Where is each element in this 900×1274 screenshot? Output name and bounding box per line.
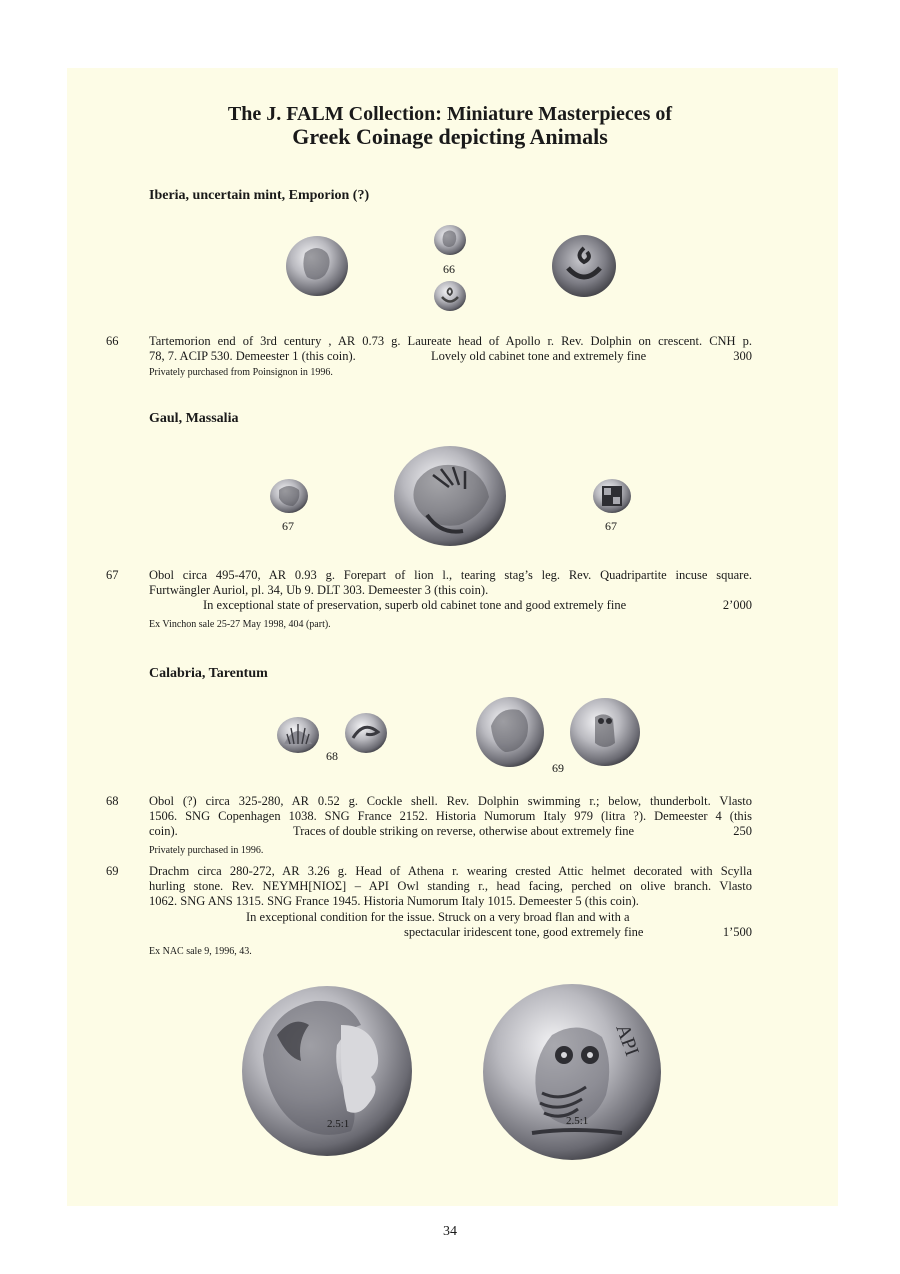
coin-label-66: 66 [443, 262, 455, 276]
lot-price: 1’500 [722, 924, 752, 939]
coin-label-69: 69 [552, 761, 564, 775]
enlargement-label-right: 2.5:1 [566, 1115, 589, 1127]
lot-text-line: Drachm circa 280-272, AR 3.26 g. Head of Athena r. wearing crested Attic helmet decorated with Scylla [149, 864, 752, 878]
lot-provenance: Ex NAC sale 9, 1996, 43. [149, 946, 252, 957]
page-title-line1: The J. FALM Collection: Miniature Masterpieces of [227, 103, 673, 125]
lot-description [149, 334, 752, 364]
section-heading-gaul: Gaul, Massalia [149, 411, 239, 426]
page-number: 34 [443, 1224, 457, 1239]
lot-description [149, 864, 752, 940]
lot-provenance: Privately purchased from Poinsignon in 1996. [149, 367, 333, 378]
lot-text-line: hurling stone. Rev. ΝΕΥΜΗ[ΝΙΟΣ] – ΑΡΙ Owl standing r., head facing, perched on olive branch. Vlasto [149, 879, 752, 894]
lot-grade: Lovely old cabinet tone and extremely fine [431, 349, 647, 364]
lot-grade: spectacular iridescent tone, good extremely fine [404, 924, 644, 939]
lot-number: 69 [106, 864, 119, 878]
lot-provenance: Privately purchased in 1996. [149, 845, 264, 856]
page-title-line2: Greek Coinage depicting Animals [292, 124, 608, 149]
coin-66-reverse-image [551, 234, 617, 298]
lot-number: 66 [106, 334, 119, 348]
lot-text-line: 78, 7. ACIP 530. Demeester 1 (this coin). [149, 349, 356, 364]
lot-grade: In exceptional condition for the issue. Struck on a very broad flan and with a [246, 909, 630, 924]
coin-label-67-right: 67 [605, 519, 617, 533]
coin-66-obverse-image [285, 235, 349, 297]
lot-text-line: Obol circa 495-470, AR 0.93 g. Forepart of lion l., tearing stag’s leg. Rev. Quadripartite incuse square. [149, 568, 752, 582]
lot-text-line: Furtwängler Auriol, pl. 34, Ub 9. DLT 303. Demeester 3 (this coin). [149, 583, 489, 598]
coin-67-obverse-large-image [393, 445, 507, 547]
lot-text-line: 1506. SNG Copenhagen 1038. SNG France 2152. Historia Numorum Italy 979 (litra ?). Demeester 4 (this [149, 809, 752, 824]
lot-number: 68 [106, 794, 119, 808]
coin-69-reverse-small-image [569, 697, 641, 767]
coin-67-obverse-small-image [269, 478, 309, 514]
lot-text-line: Obol (?) circa 325-280, AR 0.52 g. Cockle shell. Rev. Dolphin swimming r.; below, thunderbolt. Vlasto [149, 794, 752, 808]
lot-description [149, 568, 752, 614]
section-heading-calabria: Calabria, Tarentum [149, 666, 268, 681]
lot-text-line: 1062. SNG ANS 1315. SNG France 1945. Historia Numorum Italy 1015. Demeester 5 (this coin). [149, 894, 639, 909]
coin-legend-api: ΑΡΙ [611, 1021, 643, 1060]
coin-69-reverse-enlarged-image [482, 983, 662, 1161]
section-heading-iberia: Iberia, uncertain mint, Emporion (?) [149, 188, 370, 203]
coin-69-obverse-enlarged-image [241, 985, 413, 1157]
coin-67-reverse-small-image [592, 478, 632, 514]
lot-text-line: Tartemorion end of 3rd century , AR 0.73 g. Laureate head of Apollo r. Rev. Dolphin on crescent. CNH p. [149, 334, 752, 348]
coin-66-obverse-small-image [433, 224, 467, 256]
coin-66-reverse-small-image [433, 280, 467, 312]
lot-grade: In exceptional state of preservation, superb old cabinet tone and good extremely fine [203, 598, 627, 613]
lot-grade: Traces of double striking on reverse, otherwise about extremely fine [293, 824, 635, 839]
coin-69-obverse-small-image [475, 696, 545, 768]
coin-label-67-left: 67 [282, 519, 294, 533]
lot-number: 67 [106, 568, 119, 582]
enlargement-label-left: 2.5:1 [327, 1118, 350, 1130]
lot-price: 300 [733, 349, 752, 364]
coin-label-68: 68 [326, 749, 338, 763]
lot-description [149, 794, 752, 840]
coin-68-obverse-image [276, 716, 320, 754]
lot-price: 2’000 [722, 598, 752, 613]
lot-provenance: Ex Vinchon sale 25-27 May 1998, 404 (part). [149, 619, 331, 630]
lot-price: 250 [733, 824, 752, 839]
coin-68-reverse-image [344, 712, 388, 754]
lot-text-line: coin). [149, 824, 178, 839]
